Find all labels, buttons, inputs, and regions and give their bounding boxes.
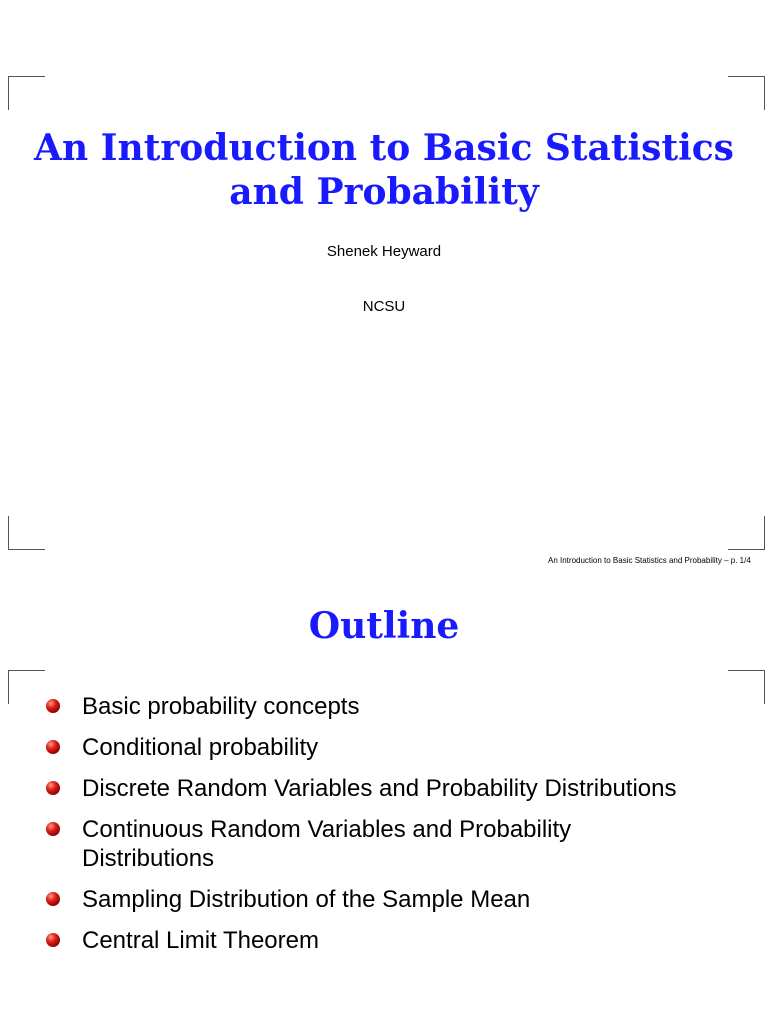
red-ball-icon bbox=[46, 781, 60, 795]
outline-item-label: Basic probability concepts bbox=[82, 693, 360, 720]
slide1-title-line2: and Probability bbox=[229, 171, 539, 213]
slide1-corner-bottom-right bbox=[728, 516, 765, 550]
outline-item bbox=[82, 733, 742, 762]
outline-item-label: Conditional probability bbox=[82, 734, 319, 761]
outline-item-label: Discrete Random Variables and Probability Distributions bbox=[82, 775, 677, 802]
outline-item bbox=[82, 885, 742, 914]
slide1-corner-bottom-left bbox=[8, 516, 45, 550]
slide1-corner-top-right bbox=[728, 76, 765, 110]
slide-footer: An Introduction to Basic Statistics and Probability – p. 1/4 bbox=[548, 556, 751, 565]
slide2-title: Outline bbox=[308, 605, 460, 647]
outline-item-label: Central Limit Theorem bbox=[82, 927, 319, 954]
outline-item bbox=[82, 692, 742, 721]
affiliation: NCSU bbox=[362, 298, 406, 315]
slide1-title bbox=[0, 126, 768, 214]
red-ball-icon bbox=[46, 699, 60, 713]
slide1-corner-top-left bbox=[8, 76, 45, 110]
outline-item bbox=[82, 815, 642, 873]
outline-item-label: Continuous Random Variables and Probability Distributions bbox=[82, 816, 572, 872]
red-ball-icon bbox=[46, 740, 60, 754]
red-ball-icon bbox=[46, 822, 60, 836]
slide2-corner-top-left bbox=[8, 670, 45, 704]
red-ball-icon bbox=[46, 892, 60, 906]
outline-item-label: Sampling Distribution of the Sample Mean bbox=[82, 886, 531, 913]
author-name: Shenek Heyward bbox=[326, 243, 442, 260]
red-ball-icon bbox=[46, 933, 60, 947]
slide1-title-line1: An Introduction to Basic Statistics bbox=[34, 127, 734, 169]
outline-item bbox=[82, 926, 742, 955]
outline-item bbox=[82, 774, 742, 803]
